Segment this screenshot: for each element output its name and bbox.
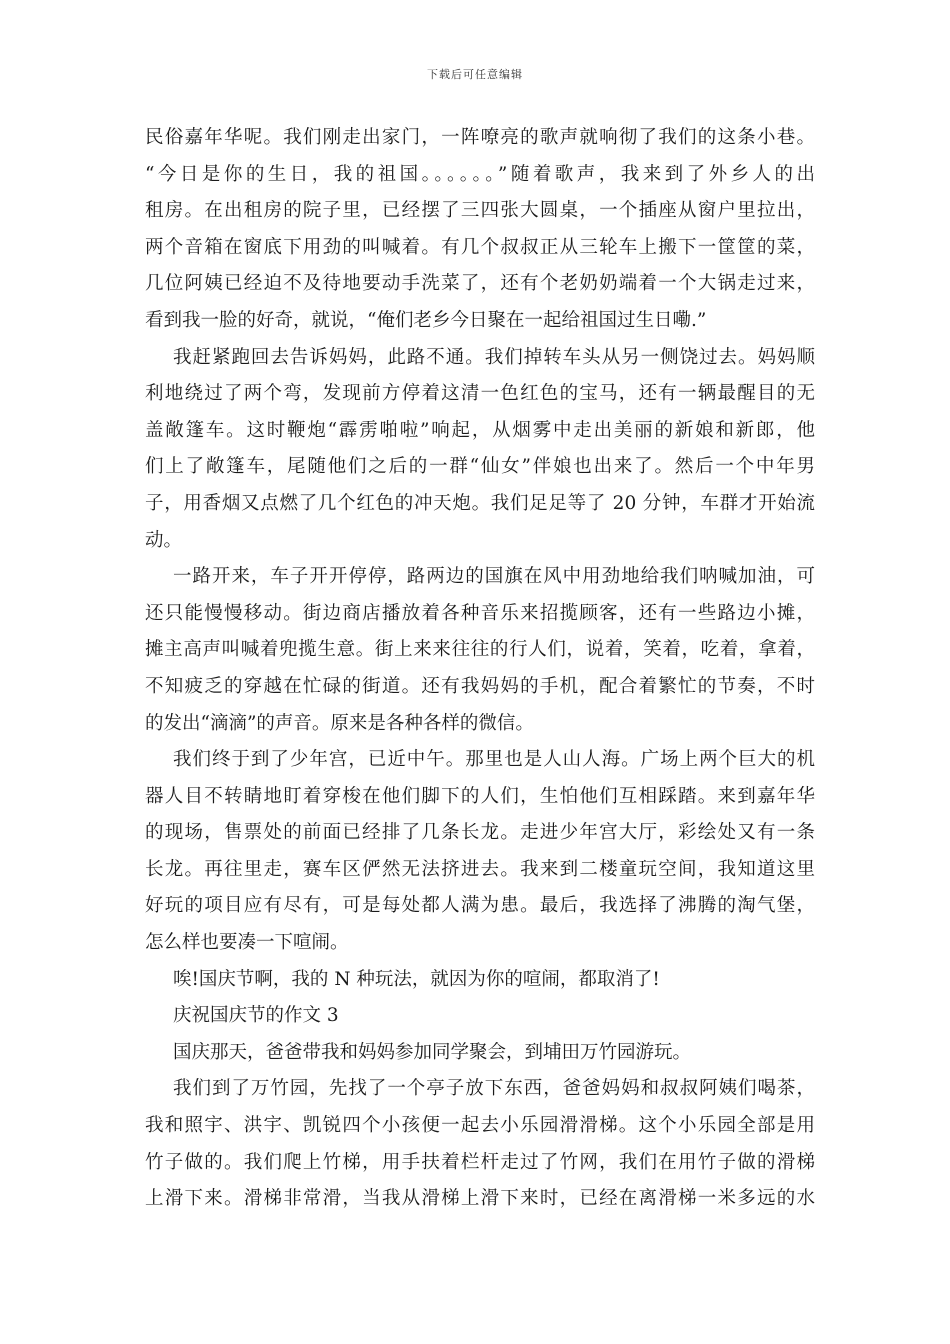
text-line: 租房。在出租房的院子里，已经摆了三四张大圆桌，一个插座从窗户里拉出， xyxy=(145,200,815,222)
text-line: 利地绕过了两个弯，发现前方停着这清一色红色的宝马，还有一辆最醒目的无 xyxy=(145,383,815,405)
text-line: 竹子做的。我们爬上竹梯，用手扶着栏杆走过了竹网，我们在用竹子做的滑梯 xyxy=(145,1151,815,1173)
text-line: 们上了敞篷车，尾随他们之后的一群“仙女”伴娘也出来了。然后一个中年男 xyxy=(145,456,815,478)
text-line: 一路开来，车子开开停停，路两边的国旗在风中用劲地给我们呐喊加油，可 xyxy=(173,566,815,588)
text-line: 的现场，售票处的前面已经排了几条长龙。走进少年宫大厅，彩绘处又有一条 xyxy=(145,822,815,844)
text-line: 两个音箱在窗底下用劲的叫喊着。有几个叔叔正从三轮车上搬下一筐筐的菜， xyxy=(145,236,815,258)
text-line: 摊主高声叫喊着兜揽生意。街上来来往往的行人们，说着，笑着，吃着，拿着， xyxy=(145,639,815,661)
text-line: 不知疲乏的穿越在忙碌的街道。还有我妈妈的手机，配合着繁忙的节奏，不时 xyxy=(145,675,815,697)
text-line: 长龙。再往里走，赛车区俨然无法挤进去。我来到二楼童玩空间，我知道这里 xyxy=(145,858,815,880)
text-line: 国庆那天，爸爸带我和妈妈参加同学聚会，到埔田万竹园游玩。 xyxy=(173,1041,692,1063)
text-line: 唉!国庆节啊，我的 N 种玩法，就因为你的喧闹，都取消了! xyxy=(173,968,660,990)
text-line: 民俗嘉年华呢。我们刚走出家门，一阵嘹亮的歌声就响彻了我们的这条小巷。 xyxy=(145,127,815,148)
text-line: 还只能慢慢移动。街边商店播放着各种音乐来招揽顾客，还有一些路边小摊， xyxy=(145,602,815,624)
page-header: 下载后可任意编辑 xyxy=(427,68,523,81)
text-line: 怎么样也要凑一下喧闹。 xyxy=(145,932,349,954)
text-line: 几位阿姨已经迫不及待地要动手洗菜了，还有个老奶奶端着一个大锅走过来， xyxy=(145,273,815,295)
text-line: 盖敞篷车。这时鞭炮“霹雳啪啦”响起，从烟雾中走出美丽的新娘和新郎，他 xyxy=(145,419,815,441)
text-line: 我赶紧跑回去告诉妈妈，此路不通。我们掉转车头从另一侧饶过去。妈妈顺 xyxy=(173,346,815,368)
text-line: 动。 xyxy=(145,529,183,551)
text-line: 我和照宇、洪宇、凯锐四个小孩便一起去小乐园滑滑梯。这个小乐园全部是用 xyxy=(145,1115,815,1137)
text-line: 器人目不转睛地盯着穿梭在他们脚下的人们，生怕他们互相踩踏。来到嘉年华 xyxy=(145,785,815,807)
text-line: 庆祝国庆节的作文 3 xyxy=(173,1005,339,1027)
document-body xyxy=(145,120,815,1218)
text-line: 我们终于到了少年宫，已近中午。那里也是人山人海。广场上两个巨大的机 xyxy=(173,749,815,771)
text-line: 好玩的项目应有尽有，可是每处都人满为患。最后，我选择了沸腾的淘气堡， xyxy=(145,895,815,917)
text-line: 看到我一脸的好奇，就说，“俺们老乡今日聚在一起给祖国过生日嘞.” xyxy=(145,309,707,331)
text-line: 我们到了万竹园，先找了一个亭子放下东西，爸爸妈妈和叔叔阿姨们喝茶， xyxy=(173,1078,815,1100)
text-line: 子，用香烟又点燃了几个红色的冲天炮。我们足足等了 20 分钟，车群才开始流 xyxy=(145,492,815,514)
text-line: 上滑下来。滑梯非常滑，当我从滑梯上滑下来时，已经在离滑梯一米多远的水 xyxy=(145,1188,815,1210)
text-line: 的发出“滴滴”的声音。原来是各种各样的微信。 xyxy=(145,712,534,734)
text-line: “今日是你的生日，我的祖国。。。。。。”随着歌声，我来到了外乡人的出 xyxy=(145,163,815,185)
